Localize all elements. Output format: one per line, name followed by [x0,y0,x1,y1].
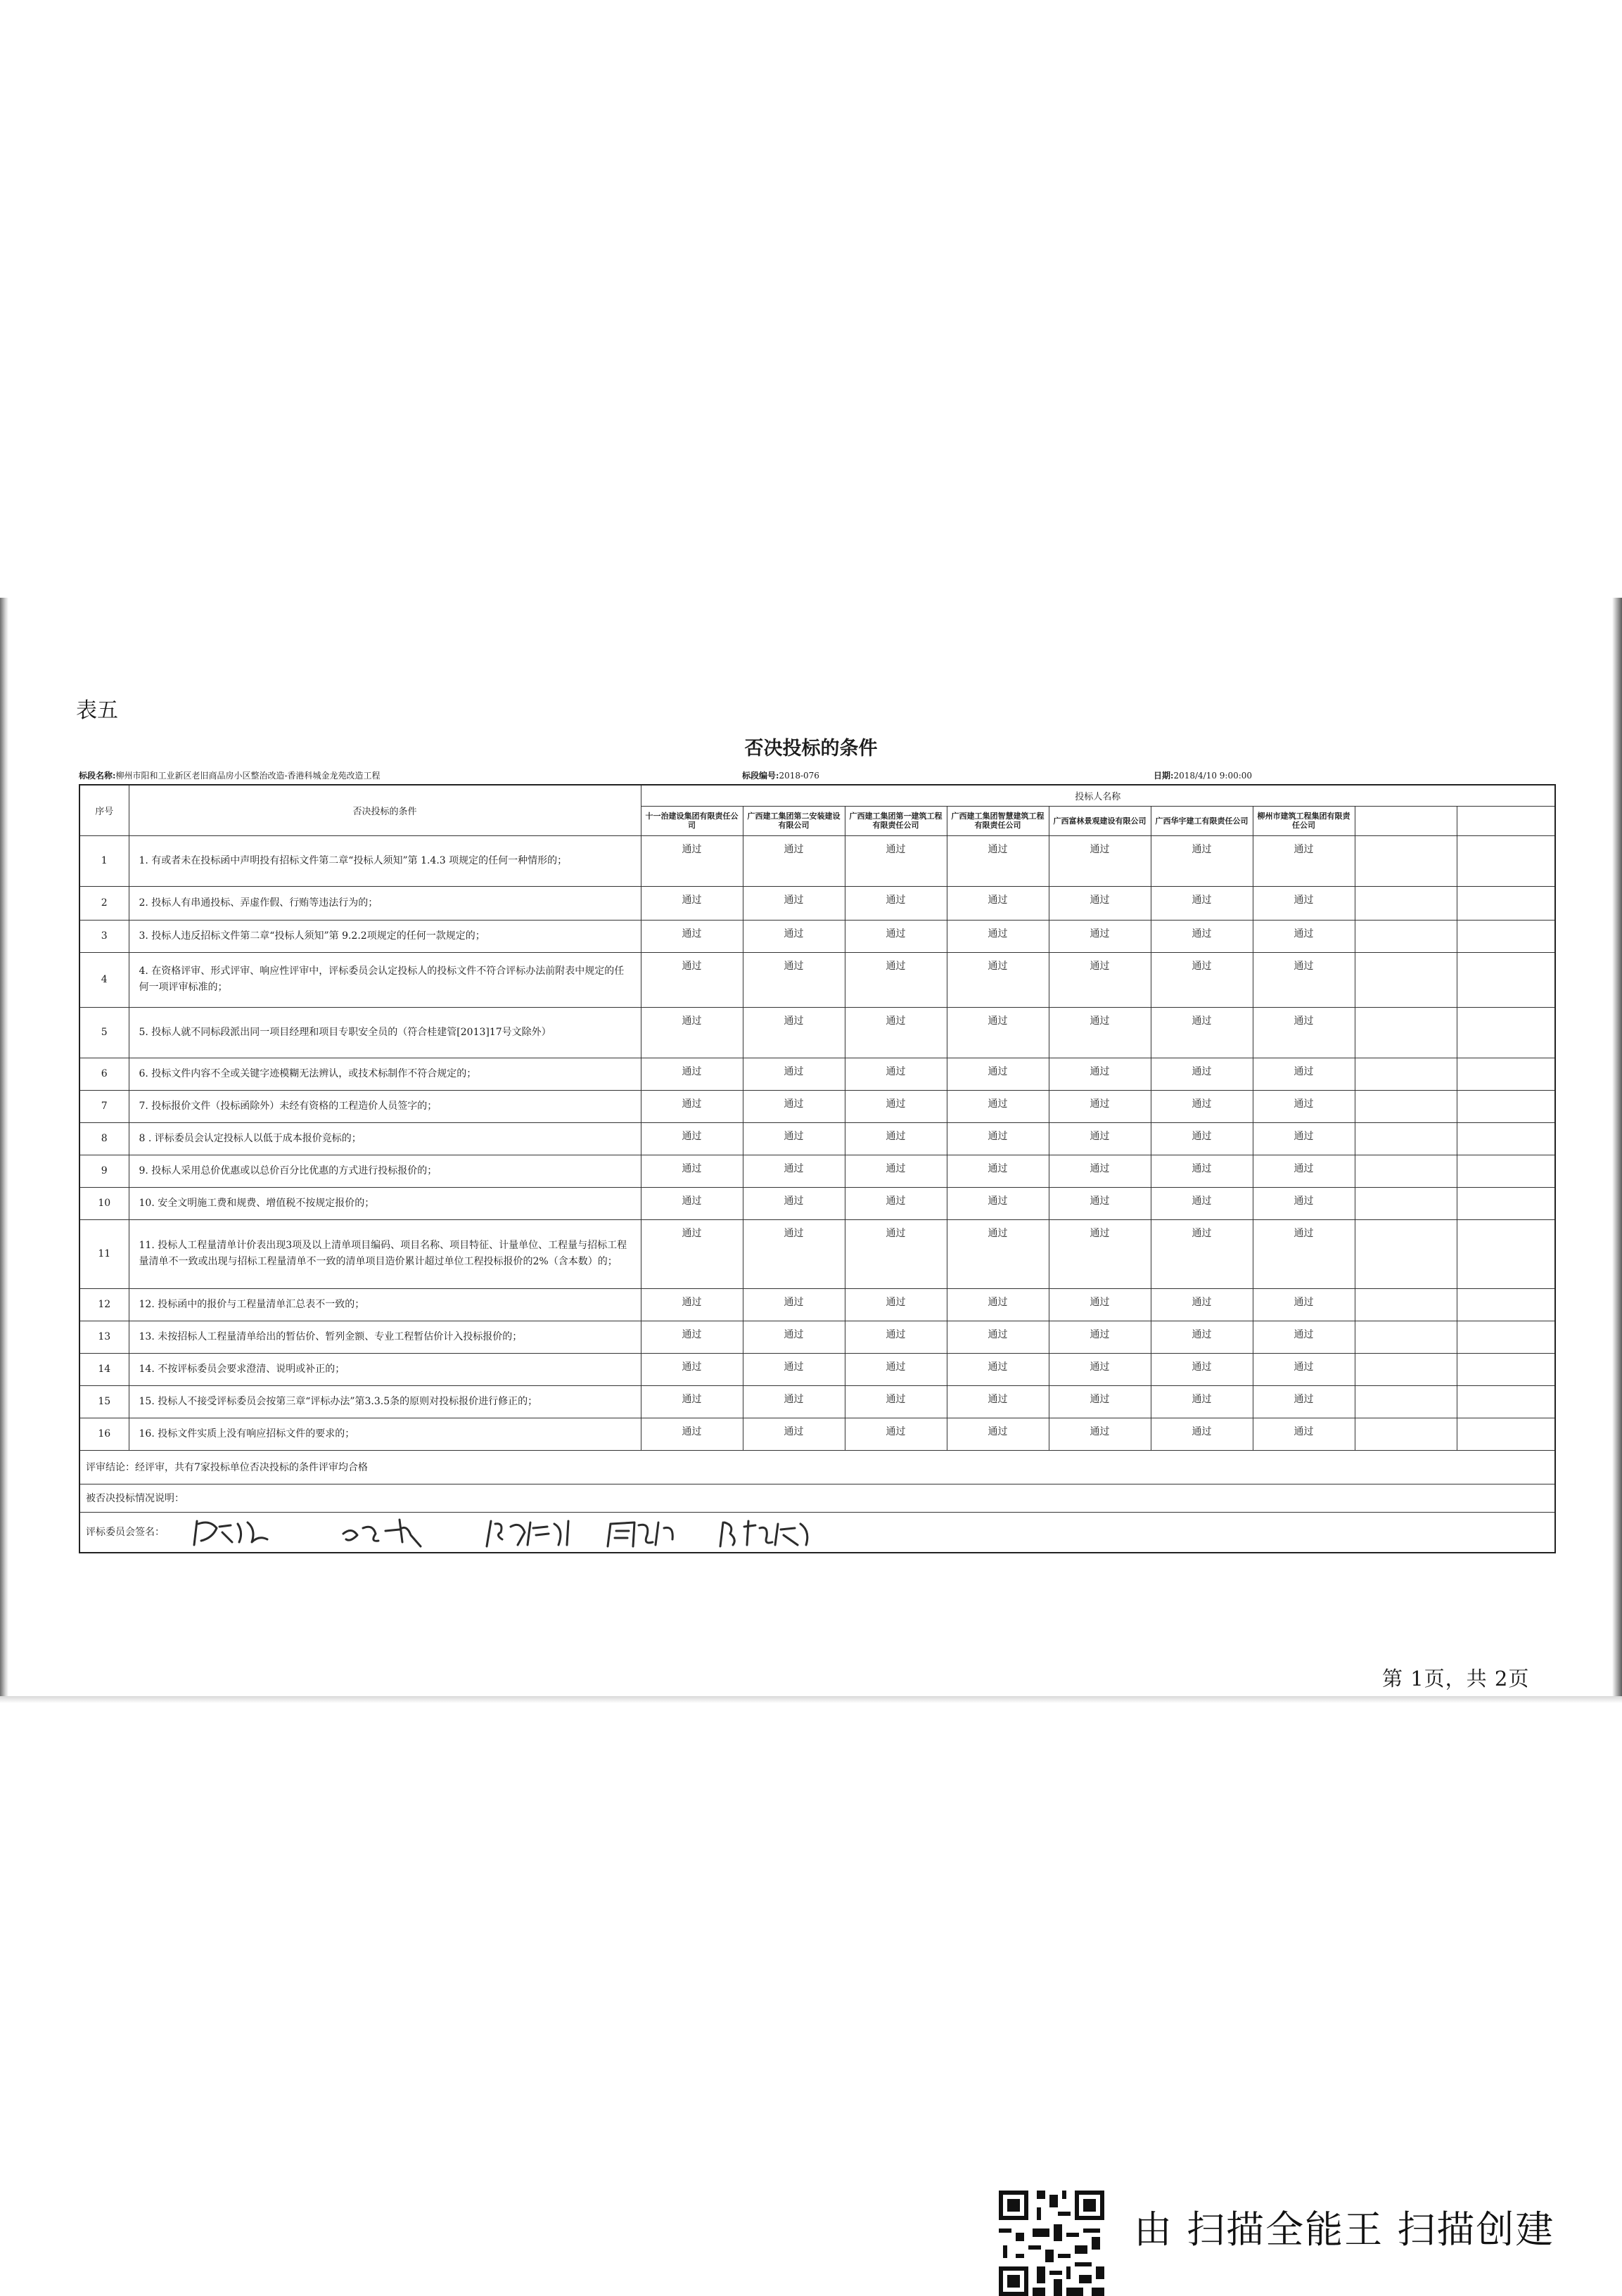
result-cell: 通过 [947,1353,1049,1385]
result-cell: 通过 [743,886,845,920]
result-cell: 通过 [743,835,845,886]
scanner-watermark: 由 扫描全能王 扫描创建 [1134,2207,1555,2252]
table-row [79,1187,1555,1219]
row-number: 6 [79,1058,129,1090]
row-number: 4 [79,952,129,1007]
result-cell: 通过 [845,1321,947,1353]
result-cell-empty [1355,920,1457,952]
row-number: 13 [79,1321,129,1353]
result-cell-empty [1457,1321,1555,1353]
result-cell-empty [1457,1288,1555,1321]
committee-signature-row [79,1512,1555,1553]
project-code [742,769,819,781]
result-cell: 通过 [845,835,947,886]
review-date-key: 日期: [1154,771,1174,781]
result-cell: 通过 [641,1058,743,1090]
project-name-key: 标段名称: [79,771,116,781]
condition-text: 3. 投标人违反招标文件第二章“投标人须知”第 9.2.2项规定的任何一款规定的； [129,920,641,952]
result-cell: 通过 [641,952,743,1007]
condition-text: 6. 投标文件内容不全或关键字迹模糊无法辨认，或技术标制作不符合规定的； [129,1058,641,1090]
signature-label: 评标委员会签名： [86,1526,165,1538]
result-cell: 通过 [1151,1007,1253,1058]
condition-text: 7. 投标报价文件（投标函除外）未经有资格的工程造价人员签字的； [129,1090,641,1122]
result-cell: 通过 [947,1187,1049,1219]
result-cell: 通过 [845,952,947,1007]
result-cell: 通过 [641,1288,743,1321]
result-cell: 通过 [1253,835,1355,886]
row-number: 10 [79,1187,129,1219]
result-cell: 通过 [641,886,743,920]
result-cell: 通过 [1049,1288,1151,1321]
condition-text: 15. 投标人不接受评标委员会按第三章“评标办法”第3.3.5条的原则对投标报价进行修正的； [129,1385,641,1418]
review-date-value: 2018/4/10 9:00:00 [1173,771,1253,781]
result-cell: 通过 [1151,1385,1253,1418]
result-cell-empty [1457,835,1555,886]
result-cell-empty [1355,1090,1457,1122]
result-cell-empty [1355,1219,1457,1288]
result-cell: 通过 [947,886,1049,920]
row-number: 7 [79,1090,129,1122]
result-cell: 通过 [641,1090,743,1122]
condition-text: 16. 投标文件实质上没有响应招标文件的要求的； [129,1418,641,1450]
result-cell: 通过 [1049,1353,1151,1385]
row-number: 9 [79,1155,129,1187]
result-cell: 通过 [743,1385,845,1418]
result-cell: 通过 [743,1090,845,1122]
row-number: 14 [79,1353,129,1385]
result-cell: 通过 [743,1219,845,1288]
rejected-bid-note: 被否决投标情况说明： [79,1484,1555,1512]
result-cell: 通过 [947,952,1049,1007]
condition-text: 9. 投标人采用总价优惠或以总价百分比优惠的方式进行投标报价的； [129,1155,641,1187]
result-cell: 通过 [1151,920,1253,952]
result-cell: 通过 [1049,1385,1151,1418]
result-cell: 通过 [947,1122,1049,1155]
result-cell: 通过 [1151,1288,1253,1321]
table-row [79,952,1555,1007]
result-cell: 通过 [641,1353,743,1385]
result-cell-empty [1355,1288,1457,1321]
result-cell: 通过 [743,952,845,1007]
result-cell: 通过 [845,1155,947,1187]
result-cell-empty [1355,1058,1457,1090]
result-cell: 通过 [1049,1007,1151,1058]
review-date [1154,769,1252,781]
bidder-name: 广西华宇建工有限责任公司 [1151,806,1253,835]
result-cell-empty [1355,1122,1457,1155]
result-cell-empty [1355,886,1457,920]
rejection-conditions-table [79,784,1556,1553]
header-condition: 否决投标的条件 [129,785,641,835]
condition-text: 12. 投标函中的报价与工程量清单汇总表不一致的； [129,1288,641,1321]
handwritten-signatures [189,1514,948,1551]
result-cell-empty [1355,1418,1457,1450]
row-number: 11 [79,1219,129,1288]
result-cell: 通过 [1049,1321,1151,1353]
bidder-name: 广西建工集团第一建筑工程有限责任公司 [845,806,947,835]
table-row [79,1122,1555,1155]
result-cell: 通过 [1049,1219,1151,1288]
result-cell: 通过 [641,1155,743,1187]
table-row [79,1353,1555,1385]
result-cell: 通过 [1049,835,1151,886]
result-cell: 通过 [1253,1385,1355,1418]
page-number: 第 1页，共 2页 [1382,1667,1530,1691]
result-cell: 通过 [845,1288,947,1321]
row-number: 8 [79,1122,129,1155]
table-label: 表五 [76,698,118,723]
result-cell: 通过 [743,1187,845,1219]
result-cell: 通过 [743,1122,845,1155]
result-cell: 通过 [1253,1058,1355,1090]
result-cell-empty [1457,1418,1555,1450]
result-cell: 通过 [845,1353,947,1385]
scan-shadow-left [0,598,8,1702]
result-cell-empty [1355,1155,1457,1187]
header-seq: 序号 [79,785,129,835]
result-cell: 通过 [1253,886,1355,920]
condition-text: 14. 不按评标委员会要求澄清、说明或补正的； [129,1353,641,1385]
result-cell: 通过 [845,886,947,920]
bidder-name: 十一治建设集团有限责任公司 [641,806,743,835]
result-cell: 通过 [1049,1090,1151,1122]
result-cell-empty [1355,1321,1457,1353]
result-cell-empty [1355,1353,1457,1385]
result-cell-empty [1457,920,1555,952]
table-row [79,1219,1555,1288]
result-cell: 通过 [947,1058,1049,1090]
result-cell-empty [1457,1155,1555,1187]
scan-shadow-right [1612,598,1622,1702]
result-cell: 通过 [947,1155,1049,1187]
result-cell: 通过 [641,1187,743,1219]
result-cell-empty [1457,1090,1555,1122]
result-cell: 通过 [1253,1090,1355,1122]
result-cell: 通过 [1253,952,1355,1007]
row-number: 3 [79,920,129,952]
result-cell: 通过 [1151,1058,1253,1090]
condition-text: 13. 未按招标人工程量清单给出的暂估价、暂列金额、专业工程暂估价计入投标报价的； [129,1321,641,1353]
result-cell-empty [1355,835,1457,886]
result-cell-empty [1457,1385,1555,1418]
result-cell: 通过 [845,1187,947,1219]
result-cell: 通过 [641,920,743,952]
result-cell: 通过 [743,1007,845,1058]
result-cell: 通过 [1049,952,1151,1007]
bidder-name-empty [1457,806,1555,835]
result-cell-empty [1457,1122,1555,1155]
table-row [79,1385,1555,1418]
table-row [79,1288,1555,1321]
project-code-key: 标段编号: [742,771,779,781]
table-row [79,1058,1555,1090]
qr-code-icon [999,2191,1104,2296]
result-cell: 通过 [1253,920,1355,952]
conditions-body [79,835,1555,1450]
result-cell: 通过 [1151,952,1253,1007]
result-cell: 通过 [641,1418,743,1450]
condition-text: 2. 投标人有串通投标、弄虚作假、行贿等违法行为的； [129,886,641,920]
result-cell: 通过 [947,1219,1049,1288]
condition-text: 1. 有或者未在投标函中声明投有招标文件第二章“投标人须知”第 1.4.3 项规定的任何一种情形的； [129,835,641,886]
result-cell-empty [1457,1058,1555,1090]
result-cell-empty [1355,1385,1457,1418]
result-cell: 通过 [743,1288,845,1321]
row-number: 15 [79,1385,129,1418]
table-row [79,920,1555,952]
result-cell: 通过 [845,1007,947,1058]
result-cell: 通过 [1151,1418,1253,1450]
scan-shadow-bottom [0,1696,1622,1703]
result-cell: 通过 [1049,1058,1151,1090]
row-number: 5 [79,1007,129,1058]
result-cell-empty [1355,1187,1457,1219]
result-cell: 通过 [641,1385,743,1418]
result-cell-empty [1457,1219,1555,1288]
condition-text: 8 . 评标委员会认定投标人以低于成本报价竞标的； [129,1122,641,1155]
condition-text: 5. 投标人就不同标段派出同一项目经理和项目专职安全员的（符合桂建管[2013]17号文除外） [129,1007,641,1058]
project-code-value: 2018-076 [779,771,819,781]
result-cell: 通过 [1049,1187,1151,1219]
document-title: 否决投标的条件 [744,738,878,759]
table-row [79,886,1555,920]
result-cell: 通过 [1151,835,1253,886]
result-cell: 通过 [845,1090,947,1122]
table-row [79,1090,1555,1122]
bidder-name: 广西建工集团智慧建筑工程有限责任公司 [947,806,1049,835]
result-cell: 通过 [947,920,1049,952]
result-cell: 通过 [743,920,845,952]
row-number: 16 [79,1418,129,1450]
result-cell: 通过 [947,1007,1049,1058]
result-cell: 通过 [845,1219,947,1288]
row-number: 2 [79,886,129,920]
result-cell: 通过 [1253,1321,1355,1353]
result-cell: 通过 [743,1058,845,1090]
result-cell: 通过 [845,920,947,952]
result-cell: 通过 [947,1090,1049,1122]
result-cell: 通过 [947,1385,1049,1418]
result-cell: 通过 [1049,1122,1151,1155]
bidder-name-empty [1355,806,1457,835]
bidder-name: 广西富林景观建设有限公司 [1049,806,1151,835]
result-cell: 通过 [845,1385,947,1418]
result-cell: 通过 [947,835,1049,886]
row-number: 12 [79,1288,129,1321]
row-number: 1 [79,835,129,886]
table-row [79,1321,1555,1353]
result-cell: 通过 [1151,1219,1253,1288]
result-cell: 通过 [743,1321,845,1353]
table-row [79,1007,1555,1058]
project-name [79,769,381,781]
result-cell: 通过 [1151,1090,1253,1122]
result-cell: 通过 [947,1288,1049,1321]
result-cell: 通过 [1049,1418,1151,1450]
result-cell: 通过 [1253,1122,1355,1155]
condition-text: 4. 在资格评审、形式评审、响应性评审中，评标委员会认定投标人的投标文件不符合评标办法前附表中规定的任何一项评审标准的； [129,952,641,1007]
result-cell: 通过 [641,1007,743,1058]
result-cell: 通过 [947,1321,1049,1353]
bidder-name: 广西建工集团第二安装建设有限公司 [743,806,845,835]
result-cell: 通过 [1253,1187,1355,1219]
result-cell-empty [1355,952,1457,1007]
result-cell: 通过 [1253,1007,1355,1058]
table-row [79,835,1555,886]
bidder-name: 柳州市建筑工程集团有限责任公司 [1253,806,1355,835]
result-cell: 通过 [1151,1187,1253,1219]
result-cell: 通过 [641,835,743,886]
result-cell: 通过 [845,1122,947,1155]
result-cell: 通过 [845,1418,947,1450]
review-conclusion: 评审结论：经评审，共有7家投标单位否决投标的条件评审均合格 [79,1450,1555,1484]
result-cell: 通过 [1253,1353,1355,1385]
result-cell: 通过 [743,1155,845,1187]
result-cell: 通过 [1253,1155,1355,1187]
result-cell: 通过 [1151,1122,1253,1155]
result-cell-empty [1457,952,1555,1007]
table-row [79,1418,1555,1450]
condition-text: 11. 投标人工程量清单计价表出现3项及以上清单项目编码、项目名称、项目特征、计量单位、工程量与招标工程量清单不一致或出现与招标工程量清单不一致的清单项目造价累计超过单位工程投标报价的2%（含本数）的； [129,1219,641,1288]
result-cell: 通过 [641,1321,743,1353]
result-cell: 通过 [1151,1353,1253,1385]
result-cell: 通过 [1151,1155,1253,1187]
project-name-value: 柳州市阳和工业新区老旧商品房小区整治改造-香港科城金龙苑改造工程 [115,771,381,781]
result-cell-empty [1355,1007,1457,1058]
result-cell: 通过 [1253,1219,1355,1288]
result-cell: 通过 [743,1353,845,1385]
result-cell-empty [1457,1353,1555,1385]
result-cell: 通过 [641,1219,743,1288]
result-cell: 通过 [1049,1155,1151,1187]
result-cell: 通过 [641,1122,743,1155]
result-cell: 通过 [947,1418,1049,1450]
result-cell: 通过 [1049,920,1151,952]
table-row [79,1155,1555,1187]
result-cell: 通过 [1253,1288,1355,1321]
header-bidders: 投标人名称 [641,785,1555,806]
result-cell: 通过 [743,1418,845,1450]
result-cell: 通过 [1151,1321,1253,1353]
condition-text: 10. 安全文明施工费和规费、增值税不按规定报价的； [129,1187,641,1219]
result-cell: 通过 [1253,1418,1355,1450]
result-cell: 通过 [1049,886,1151,920]
result-cell-empty [1457,1187,1555,1219]
result-cell-empty [1457,886,1555,920]
result-cell-empty [1457,1007,1555,1058]
result-cell: 通过 [845,1058,947,1090]
result-cell: 通过 [1151,886,1253,920]
